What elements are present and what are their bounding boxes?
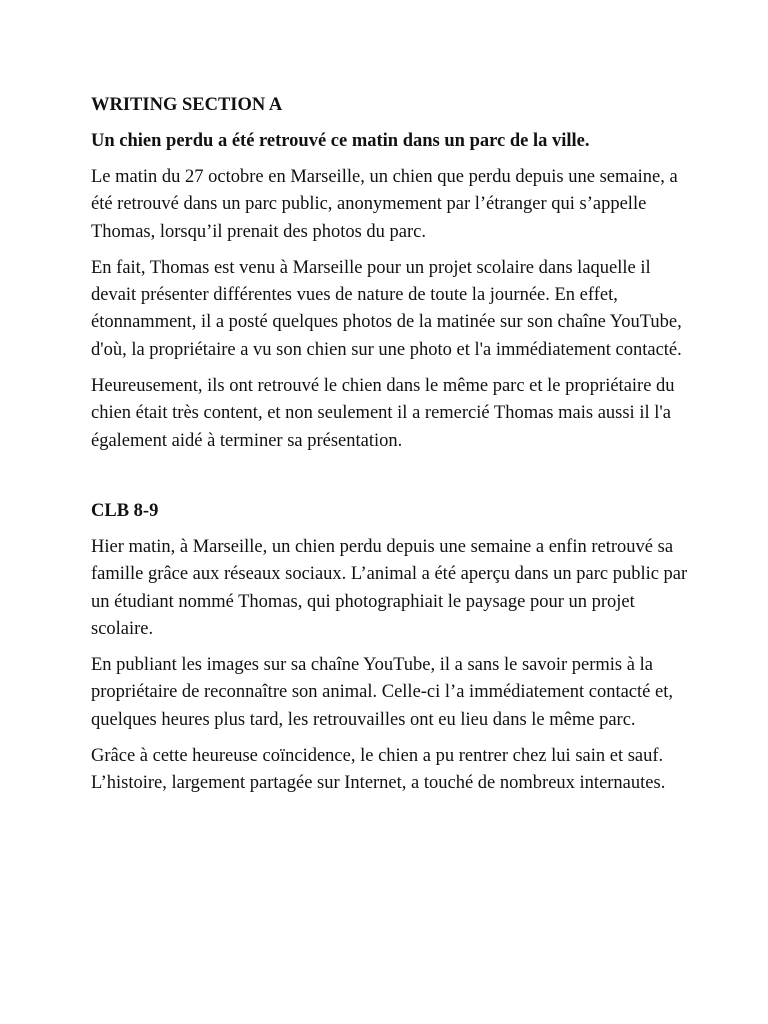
section-heading: CLB 8-9 (91, 500, 159, 521)
section-subheading: Un chien perdu a été retrouvé ce matin dans un parc de la ville. (91, 131, 590, 151)
paragraph: Hier matin, à Marseille, un chien perdu depuis une semaine a enfin retrouvé sa famille grâce aux réseaux sociaux. L’animal a été aperçu dans un parc public par un étudiant nommé Thomas, qui photographiait le paysage pour un projet scolaire. (91, 536, 688, 639)
paragraph: Grâce à cette heureuse coïncidence, le chien a pu rentrer chez lui sain et sauf. L’histoire, largement partagée sur Internet, a touché de nombreux internautes. (91, 746, 666, 794)
paragraph: Le matin du 27 octobre en Marseille, un chien que perdu depuis une semaine, a été retrouvé dans un parc public, anonymement par l’étranger qui s’appelle Thomas, lorsqu’il prenait des photos du parc. (91, 167, 678, 242)
section-writing-a (91, 92, 691, 455)
paragraph: En fait, Thomas est venu à Marseille pour un projet scolaire dans laquelle il devait présenter différentes vues de nature de toute la journée. En effet, étonnamment, il a posté quelques photos de la matinée sur son chaîne YouTube, d'où, la propriétaire a vu son chien sur une photo et l'a immédiatement contacté. (91, 257, 682, 360)
section-heading: WRITING SECTION A (91, 95, 283, 115)
document-page (91, 92, 691, 798)
section-clb (91, 498, 691, 798)
paragraph: En publiant les images sur sa chaîne YouTube, il a sans le savoir permis à la propriétaire de reconnaître son animal. Celle-ci l’a immédiatement contacté et, quelques heures plus tard, les retrouvailles ont eu lieu dans le même parc. (91, 655, 673, 730)
paragraph: Heureusement, ils ont retrouvé le chien dans le même parc et le propriétaire du chien était très content, et non seulement il a remercié Thomas mais aussi il l'a également aidé à terminer sa présentation. (91, 376, 675, 451)
